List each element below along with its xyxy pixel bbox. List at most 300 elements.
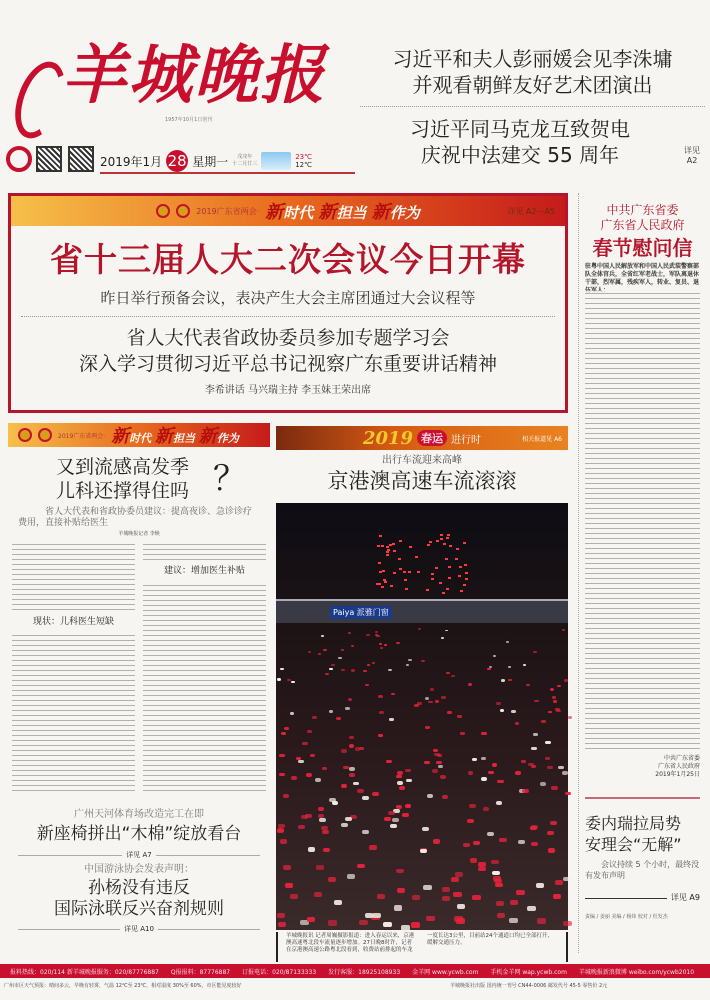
car-light <box>349 773 355 777</box>
car-light <box>496 901 504 906</box>
footer-mobile[interactable]: 手机金羊网 wap.ycwb.com <box>490 968 567 976</box>
car-light <box>279 773 285 777</box>
car-light <box>363 670 367 672</box>
footer-subscribe: 订报电话：020/87133333 <box>242 968 317 976</box>
car-light <box>552 696 556 699</box>
car-light <box>328 920 337 925</box>
flu-body <box>8 542 270 793</box>
car-light <box>445 558 448 560</box>
headline-line: 习近平和夫人彭丽媛会见李洙墉 <box>392 47 673 71</box>
car-light <box>465 572 468 574</box>
car-light <box>396 775 402 779</box>
car-light <box>321 826 328 830</box>
photo-caption: 羊城晚报讯 记者周巍摄影报道：进入春运以来，京港澳高速粤北段车流量逐步增加。27日晚8时许，记者在京港澳高速公路粤北段看到，收费站前排起的车龙一度长达3公里，目前站24个通道口均已全部打开，缓解交通压力。 <box>276 932 568 962</box>
car-light <box>325 673 329 675</box>
car-light <box>372 792 378 796</box>
car-light <box>412 895 420 900</box>
car-light <box>386 551 389 553</box>
car-light <box>312 716 317 719</box>
see-page <box>684 146 700 166</box>
car-light <box>527 906 536 911</box>
car-light <box>478 867 486 872</box>
car-light <box>380 647 383 649</box>
car-light <box>565 792 571 796</box>
car-light <box>425 697 429 700</box>
car-light <box>442 887 450 892</box>
car-light <box>473 841 480 845</box>
car-light <box>463 584 466 586</box>
car-light <box>397 888 405 893</box>
car-light <box>329 668 333 670</box>
car-light <box>518 840 525 844</box>
car-light <box>307 730 312 733</box>
car-light <box>456 918 465 923</box>
car-light <box>417 702 421 705</box>
car-light <box>383 922 392 927</box>
lead-story[interactable] <box>8 193 568 413</box>
flu-story[interactable] <box>8 423 270 938</box>
qr-code <box>68 146 94 172</box>
car-light <box>367 664 371 666</box>
toll-gate-sign: Paiya 派雅门窗 <box>330 606 392 619</box>
see-label: 详见 <box>684 146 700 155</box>
national-emblem-icon <box>156 204 170 218</box>
headline-line: 庆祝中法建交 55 周年 <box>420 143 620 167</box>
car-light <box>534 700 538 703</box>
car-light <box>438 765 444 768</box>
car-light <box>408 571 411 573</box>
publisher-info: 羊城晚报社出版 国内统一刊号 CN44-0006 邮发代号 45-5 零售价 2元 <box>450 983 608 989</box>
footer-weibo[interactable]: 羊城晚报新浪微博 weibo.com/ycwb2010 <box>578 968 695 976</box>
car-light <box>341 649 344 651</box>
car-light <box>442 592 445 594</box>
car-light <box>451 675 455 677</box>
car-light <box>382 570 385 572</box>
car-light <box>318 814 325 818</box>
slogan: 新时代 新担当 新作为 <box>265 202 420 223</box>
section-heading: 现状：儿科医生短缺 <box>32 617 114 627</box>
car-light <box>422 827 429 831</box>
car-light <box>441 696 445 699</box>
editors: 责编 / 姜丽 美编 / 杨炜 校对 / 杜发杰 <box>585 914 668 920</box>
car-light <box>522 789 528 793</box>
car-light <box>472 758 478 761</box>
car-light <box>463 843 470 847</box>
car-light <box>536 883 544 888</box>
car-light <box>516 890 524 895</box>
day: 28 <box>167 152 187 170</box>
car-light <box>298 760 304 763</box>
car-light <box>526 684 530 686</box>
banner-event: 2019广东省两会· <box>58 432 106 440</box>
car-light <box>323 848 330 852</box>
car-light <box>435 567 438 569</box>
car-light <box>369 845 376 849</box>
car-light <box>345 817 352 821</box>
car-light <box>372 913 381 918</box>
venezuela-see: 详见 A9 <box>585 893 700 903</box>
car-light <box>378 562 381 564</box>
slogan: 新时代 新担当 新作为 <box>111 426 239 447</box>
swim-story[interactable] <box>8 864 270 934</box>
car-light <box>341 669 345 671</box>
temperature <box>295 153 312 169</box>
cppcc-emblem-icon <box>176 204 190 218</box>
car-light <box>493 655 497 657</box>
stadium-kicker: 广州天河体育场改造完工在即 <box>74 809 204 820</box>
car-light <box>441 637 444 639</box>
car-light <box>379 643 382 645</box>
car-light <box>547 831 554 835</box>
car-light <box>316 865 324 870</box>
car-light <box>433 839 440 843</box>
car-light <box>457 904 466 909</box>
car-light <box>406 664 410 666</box>
letter-salutation: 驻粤中国人民解放军和中国人民武装警察部队全体官兵，全省红军老战士，军队离退休干部，烈军属，残疾军人，转业、复员、退 <box>585 263 700 286</box>
car-light <box>393 550 396 552</box>
date-bar <box>100 150 355 174</box>
car-light <box>404 579 407 581</box>
car-light <box>455 558 458 560</box>
car-light <box>349 744 354 747</box>
top-news-1[interactable] <box>360 46 705 98</box>
car-light <box>348 632 351 634</box>
car-light <box>376 583 379 585</box>
car-light <box>405 588 408 590</box>
car-light <box>322 767 328 770</box>
car-light <box>508 666 512 668</box>
car-light <box>394 905 403 910</box>
car-light <box>321 635 324 637</box>
car-light <box>553 894 561 899</box>
car-light <box>545 757 551 760</box>
car-light <box>390 585 393 587</box>
banner-title: 春运 <box>417 430 447 446</box>
car-light <box>510 900 518 905</box>
car-light <box>362 796 368 800</box>
car-light <box>336 717 341 720</box>
car-light <box>457 715 462 718</box>
car-light <box>378 695 382 698</box>
car-light <box>284 727 289 730</box>
car-light <box>463 542 466 544</box>
car-light <box>343 766 349 769</box>
car-light <box>523 664 527 666</box>
stadium-story[interactable] <box>8 809 270 860</box>
car-light <box>448 566 451 568</box>
car-light <box>430 688 434 691</box>
toll-gate <box>276 599 568 623</box>
car-light <box>481 777 487 781</box>
traffic-headline: 京港澳高速车流滚滚 <box>327 469 517 493</box>
car-light <box>405 804 412 808</box>
car-light <box>381 545 384 547</box>
car-light <box>323 649 326 651</box>
car-light <box>456 548 459 550</box>
car-light <box>348 698 352 701</box>
car-light <box>492 871 500 876</box>
temp-high: 23℃ <box>295 153 312 161</box>
car-light <box>345 707 350 710</box>
car-light <box>426 916 435 921</box>
car-light <box>545 741 550 744</box>
car-light <box>399 568 402 570</box>
car-light <box>483 807 490 811</box>
car-light <box>494 879 502 884</box>
lead-subhead: 昨日举行预备会议，表决产生大会主席团通过大会议程等 <box>100 289 476 307</box>
car-light <box>443 543 446 545</box>
see-pages: 详见 A2—A5 <box>507 207 555 216</box>
divider <box>21 316 555 317</box>
car-light <box>377 545 380 547</box>
car-light <box>277 678 281 680</box>
two-sessions-banner <box>8 423 270 447</box>
car-light <box>440 775 446 779</box>
footer-service: 发行客服：18925108933 <box>328 968 401 976</box>
swim-kicker: 中国游泳协会发表声明： <box>84 864 194 875</box>
car-light <box>396 642 399 644</box>
car-light <box>351 645 354 647</box>
car-light <box>551 786 557 790</box>
car-light <box>280 668 284 670</box>
car-light <box>440 538 443 540</box>
car-light <box>418 628 421 630</box>
weather-forecast: 广州市区天气预报：晴间多云，早晚有轻雾，气温 12℃至 23℃，相对湿度 30%至 60%，市区能见度较好 <box>4 983 242 989</box>
car-light <box>563 921 572 926</box>
car-light <box>431 573 434 575</box>
car-light <box>379 571 382 573</box>
car-light <box>564 679 568 681</box>
car-light <box>423 885 431 890</box>
car-light <box>393 572 396 574</box>
car-light <box>460 590 463 592</box>
national-emblem-icon <box>18 428 32 442</box>
car-light <box>464 564 467 566</box>
car-light <box>351 669 355 671</box>
car-light <box>402 813 409 817</box>
car-light <box>446 537 449 539</box>
qr-code <box>36 146 62 172</box>
car-light <box>448 577 451 579</box>
car-light <box>302 742 307 745</box>
car-light <box>298 825 305 829</box>
car-light <box>425 726 430 729</box>
car-light <box>449 545 452 547</box>
car-light <box>548 711 553 714</box>
car-light <box>277 828 284 832</box>
car-light <box>492 763 498 766</box>
car-light <box>277 913 286 918</box>
top-news-2[interactable] <box>360 116 680 168</box>
car-light <box>428 701 432 704</box>
car-light <box>531 825 538 829</box>
car-light <box>318 807 325 811</box>
car-light <box>318 653 321 655</box>
car-light <box>379 711 384 714</box>
car-light <box>451 877 459 882</box>
car-light <box>403 571 406 573</box>
car-light <box>495 883 503 888</box>
car-light <box>388 669 392 671</box>
car-light <box>496 702 500 705</box>
car-light <box>481 757 487 760</box>
footer-qq: Q报报料：87776887 <box>170 968 231 976</box>
car-light <box>427 544 430 546</box>
car-light <box>424 761 430 764</box>
lunar-date <box>232 154 257 168</box>
car-light <box>290 894 298 899</box>
flu-headline: 又到流感高发季 儿科还撑得住吗 ？ <box>56 456 247 502</box>
car-light <box>331 664 335 666</box>
car-light <box>447 711 452 714</box>
car-light <box>468 683 472 685</box>
car-light <box>390 824 397 828</box>
car-light <box>341 823 348 827</box>
car-light <box>362 830 369 834</box>
traffic-kicker: 出行车流迎来高峰 <box>382 455 462 466</box>
car-light <box>442 795 448 799</box>
car-light <box>459 566 462 568</box>
car-light <box>396 869 404 874</box>
car-light <box>384 817 391 821</box>
car-light <box>353 782 359 786</box>
car-light <box>280 839 287 843</box>
car-light <box>287 679 291 681</box>
car-light <box>558 766 564 769</box>
car-light <box>305 814 312 818</box>
car-light <box>359 920 368 925</box>
date: 2019年1月 <box>100 154 163 169</box>
letter-signature: 中共广东省委 广东省人民政府 2019年1月25日 <box>655 755 700 778</box>
car-light <box>453 892 461 897</box>
car-light <box>401 925 410 930</box>
car-light <box>469 804 476 808</box>
car-light <box>355 747 360 750</box>
car-light <box>557 685 561 687</box>
car-light <box>399 540 402 542</box>
footer-website[interactable]: 金羊网 www.ycwb.com <box>412 968 479 976</box>
car-light <box>521 760 527 763</box>
related-link[interactable]: 相关报道见 A6 <box>522 435 562 443</box>
car-light <box>556 710 561 713</box>
second-headline: 深入学习贯彻习近平总书记视察广东重要讲话精神 <box>78 353 497 375</box>
car-light <box>409 546 412 548</box>
temp-low: 12℃ <box>295 161 312 169</box>
car-light <box>433 749 438 752</box>
car-light <box>281 732 286 735</box>
car-light <box>315 778 321 782</box>
car-light <box>439 582 442 584</box>
spring-festival-letter[interactable] <box>578 193 706 953</box>
car-light <box>499 838 506 842</box>
car-light <box>347 874 355 879</box>
stadium-headline: 新座椅拼出“木棉”绽放看台 <box>36 824 242 844</box>
car-light <box>379 535 382 537</box>
car-light <box>329 710 334 713</box>
car-light <box>442 896 450 901</box>
car-light <box>421 660 425 662</box>
car-light <box>349 767 355 770</box>
car-light <box>389 718 394 721</box>
car-light <box>446 672 450 674</box>
banner-year: 2019 <box>362 427 414 449</box>
weekday: 星期一 <box>192 154 229 169</box>
car-light <box>372 662 376 664</box>
car-light <box>319 818 326 822</box>
car-light <box>415 556 418 558</box>
car-light <box>278 922 287 927</box>
banner-suffix: 进行时 <box>451 434 482 446</box>
lead-headline: 省十三届人大二次会议今日开幕 <box>50 240 526 279</box>
car-light <box>334 900 342 905</box>
body-text <box>143 583 266 793</box>
car-light <box>397 781 403 785</box>
headline-line: 并观看朝鲜友好艺术团演出 <box>412 73 653 97</box>
car-light <box>446 588 449 590</box>
car-light <box>562 771 568 775</box>
car-light <box>440 534 443 536</box>
two-sessions-banner <box>11 196 565 226</box>
venezuela-headline[interactable]: 委内瑞拉局势 安理会“无解” <box>585 814 682 854</box>
letter-orgs: 中共广东省委 广东省人民政府 <box>600 203 685 232</box>
car-light <box>383 579 386 581</box>
car-light <box>417 571 420 573</box>
car-light <box>283 865 291 870</box>
car-light <box>310 754 316 757</box>
second-headline: 省人大代表省政协委员参加专题学习会 <box>126 327 450 349</box>
car-light <box>386 546 389 548</box>
venezuela-subhead: 会议持续 5 个小时，最终没有发布声明 <box>585 860 700 880</box>
car-light <box>497 913 506 918</box>
cppcc-emblem-icon <box>38 428 52 442</box>
car-light <box>291 681 295 683</box>
circle-logo <box>6 146 32 172</box>
car-light <box>420 849 427 853</box>
car-light <box>511 710 516 713</box>
car-light <box>285 883 293 888</box>
car-light <box>509 918 518 923</box>
car-light <box>405 769 411 772</box>
swim-headline: 孙杨没有违反 国际泳联反兴奋剂规则 <box>54 878 224 919</box>
car-light <box>279 754 285 757</box>
car-light <box>501 679 505 681</box>
car-light <box>384 581 387 583</box>
car-light <box>384 644 387 646</box>
traffic-story[interactable] <box>276 455 568 494</box>
car-light <box>314 892 322 897</box>
car-light <box>391 693 395 696</box>
lunar-year: 戊戌年 <box>237 154 253 160</box>
car-light <box>470 858 478 863</box>
car-light <box>341 784 347 788</box>
highway-traffic-photo <box>276 503 568 930</box>
car-light <box>290 712 295 715</box>
car-light <box>533 733 538 736</box>
car-light <box>377 894 385 899</box>
car-light <box>508 679 512 681</box>
body-text <box>12 633 135 793</box>
car-light <box>460 732 465 735</box>
car-light <box>427 794 433 798</box>
car-light <box>392 818 399 822</box>
car-light <box>533 651 536 653</box>
car-light <box>386 554 389 556</box>
letter-body <box>585 291 700 751</box>
car-light <box>328 877 336 882</box>
car-light <box>445 630 448 632</box>
car-light <box>531 747 536 750</box>
car-light <box>555 880 563 885</box>
